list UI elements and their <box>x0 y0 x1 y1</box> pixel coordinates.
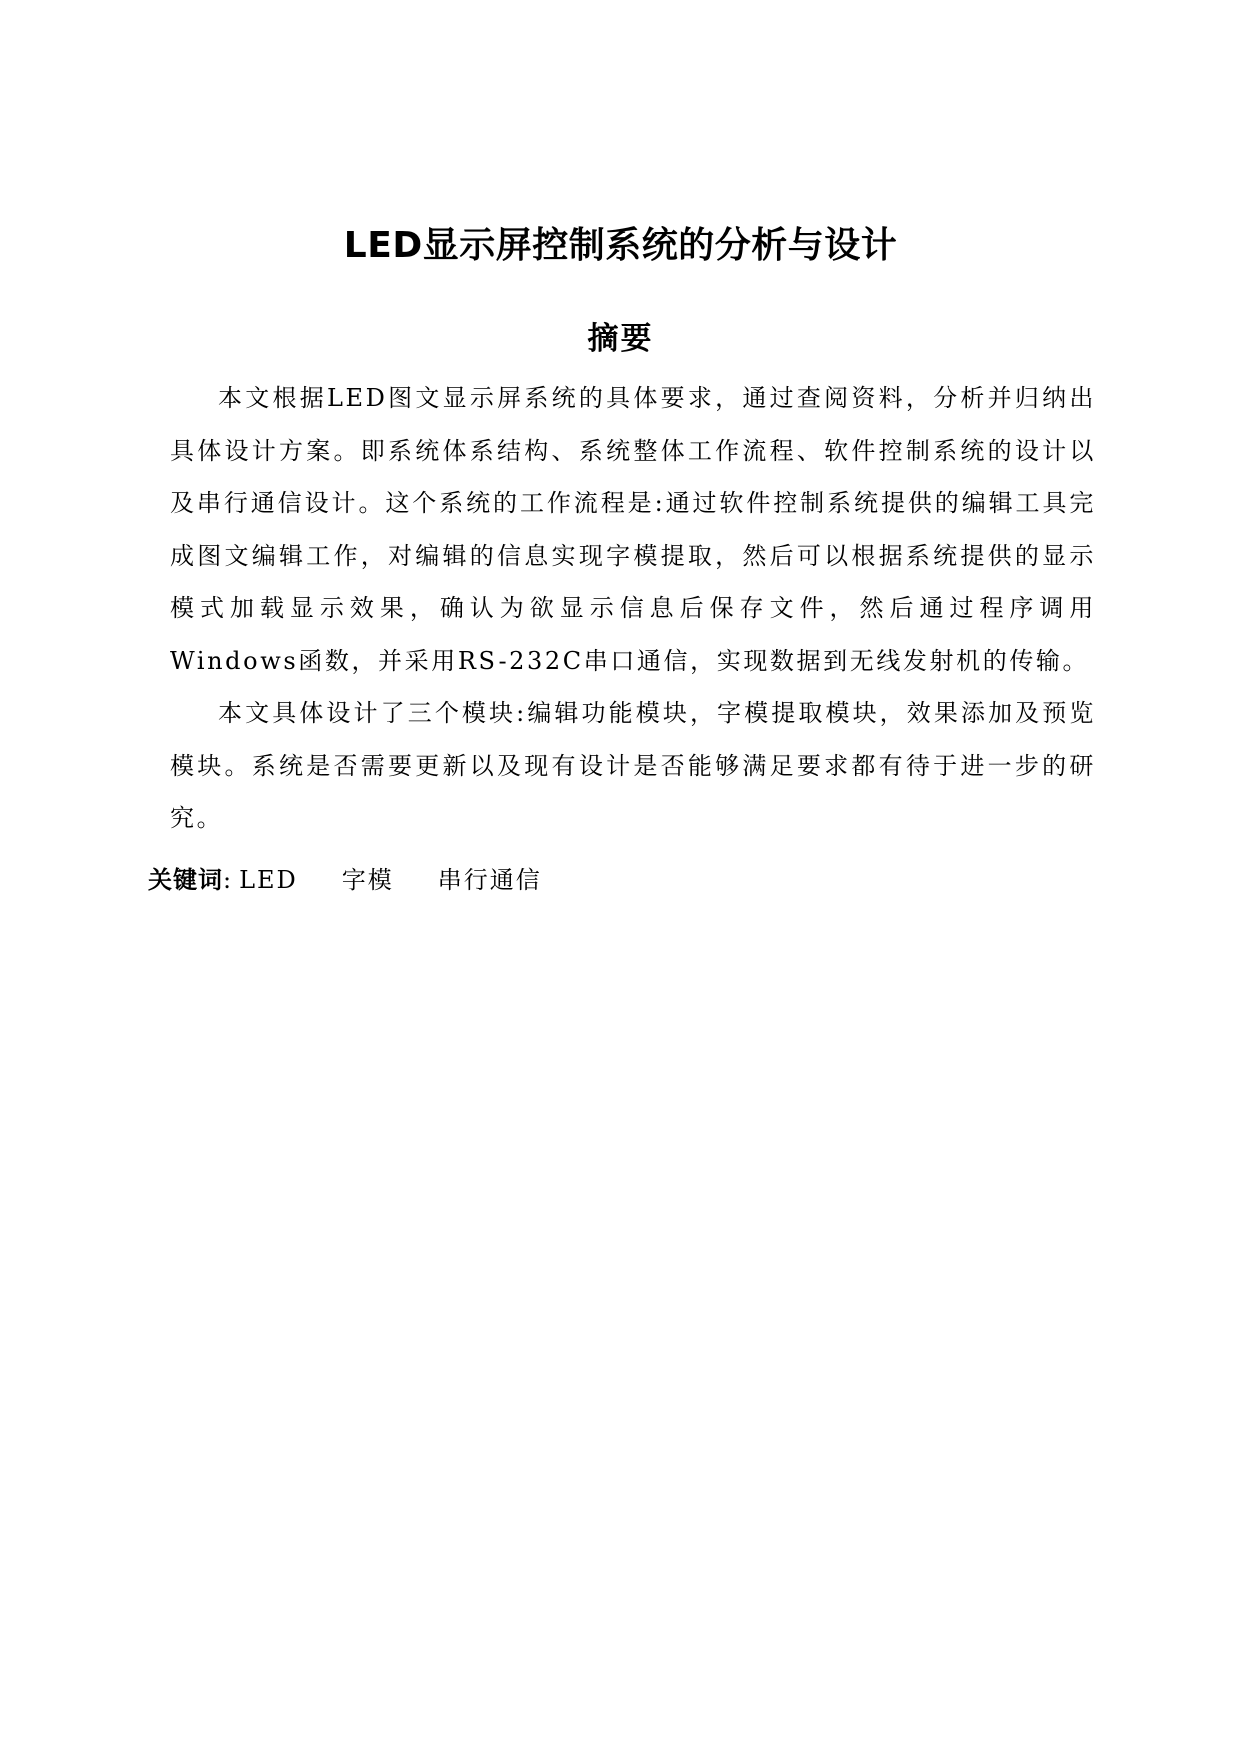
keywords-label: 关键词 <box>148 866 223 894</box>
abstract-paragraph-2: 本文具体设计了三个模块:编辑功能模块，字模提取模块，效果添加及预览模块。系统是否需要更新以及现有设计是否能够满足要求都有待于进一步的研究。 <box>170 699 1096 832</box>
keyword-item: 串行通信 <box>437 866 542 894</box>
keyword-item: 字模 <box>341 866 394 894</box>
abstract-paragraph-1: 本文根据LED图文显示屏系统的具体要求，通过查阅资料，分析并归纳出具体设计方案。即系统体系结构、系统整体工作流程、软件控制系统的设计以及串行通信设计。这个系统的工作流程是:通过软件控制系统提供的编辑工具完成图文编辑工作，对编辑的信息实现字模提取，然后可以根据系统提供的显示模式加载显示效果，确认为欲显示信息后保存文件，然后通过程序调用Windows函数，并采用RS-232C串口通信，实现数据到无线发射机的传输。 <box>170 384 1096 675</box>
keywords-colon: : <box>223 866 232 894</box>
keywords-line <box>148 860 542 901</box>
paper-title: LED显示屏控制系统的分析与设计 <box>343 225 898 266</box>
keyword-item: LED <box>239 866 298 894</box>
abstract-heading: 摘要 <box>587 321 654 357</box>
abstract-body <box>170 372 1096 845</box>
